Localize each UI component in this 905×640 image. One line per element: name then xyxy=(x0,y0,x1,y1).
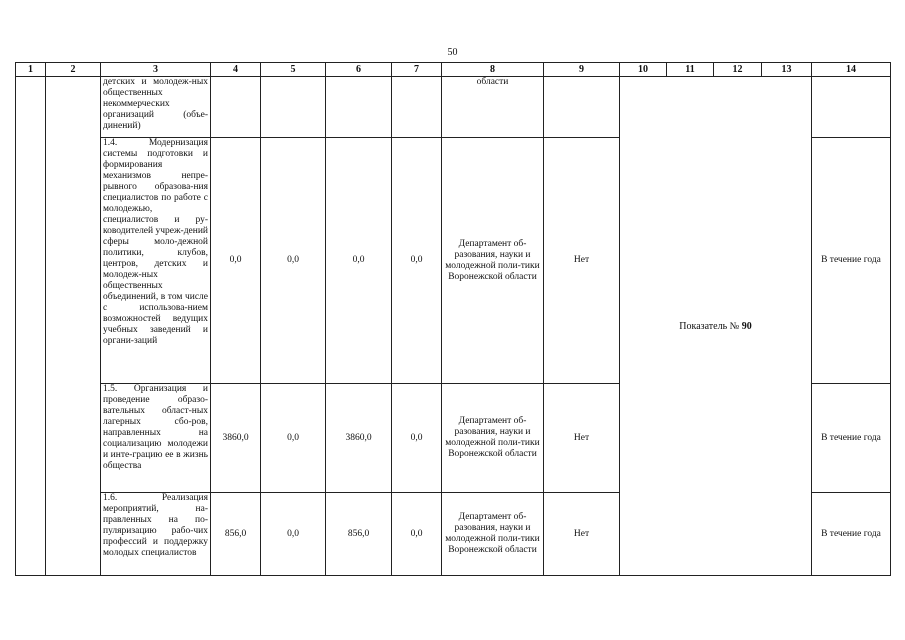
column-header-5: 5 xyxy=(261,63,326,77)
cell-col7: 0,0 xyxy=(392,384,442,493)
row-period xyxy=(812,77,891,138)
cell-col4 xyxy=(211,77,261,138)
row-description: 1.4. Модернизация системы подготовки и формирования механизмов непре-рывного образова-ния специалистов по работе с молодежью, специалистов и ру-ководителей учреж-дений сферы моло-дежной политики, клубов, центров, детских и молодеж-ных общественных объединений, в том числе с использова-нием возможностей ведущих учебных заведений и органи-заций xyxy=(101,138,211,384)
cell-col7 xyxy=(392,77,442,138)
column-header-8: 8 xyxy=(442,63,544,77)
row-department: Департамент об-разования, науки и молодежной поли-тики Воронежской области xyxy=(442,138,544,384)
cell-col9: Нет xyxy=(544,493,620,576)
column-header-3: 3 xyxy=(101,63,211,77)
row-description: 1.5. Организация и проведение образо-вательных област-ных лагерных сбо-ров, направленных на социализацию молодежи и инте-грацию ее в жизнь общества xyxy=(101,384,211,493)
row-description: детских и молодеж-ных общественных некоммерческих организаций (объе-динений) xyxy=(101,77,211,138)
column-header-1: 1 xyxy=(16,63,46,77)
cell-col5: 0,0 xyxy=(261,384,326,493)
row-department: области xyxy=(442,77,544,138)
page-number: 50 xyxy=(447,47,458,58)
column-header-11: 11 xyxy=(667,63,714,77)
indicator-cell xyxy=(620,77,812,576)
cell-col7: 0,0 xyxy=(392,493,442,576)
cell-col9: Нет xyxy=(544,138,620,384)
column-number-row xyxy=(16,63,891,77)
row-period: В течение года xyxy=(812,493,891,576)
row-department: Департамент об-разования, науки и молодежной поли-тики Воронежской области xyxy=(442,493,544,576)
column-header-9: 9 xyxy=(544,63,620,77)
column-header-14: 14 xyxy=(812,63,891,77)
row-period: В течение года xyxy=(812,138,891,384)
cell-col4: 0,0 xyxy=(211,138,261,384)
cell-col6 xyxy=(326,77,392,138)
indicator-number: 90 xyxy=(741,320,752,332)
cell-col5: 0,0 xyxy=(261,138,326,384)
cell-col7: 0,0 xyxy=(392,138,442,384)
cell-col9: Нет xyxy=(544,384,620,493)
cell-col5 xyxy=(261,77,326,138)
row-description: 1.6. Реализация мероприятий, на-правленных на по-пуляризацию рабо-чих профессий и поддержку молодых специалистов xyxy=(101,493,211,576)
program-table xyxy=(15,62,891,576)
cell-col6: 856,0 xyxy=(326,493,392,576)
indicator-prefix: Показатель № xyxy=(679,320,742,332)
row-period: В течение года xyxy=(812,384,891,493)
cell-col6: 0,0 xyxy=(326,138,392,384)
cell-col5: 0,0 xyxy=(261,493,326,576)
cell-col9 xyxy=(544,77,620,138)
column-header-2: 2 xyxy=(46,63,101,77)
cell-col2 xyxy=(46,77,101,576)
cell-col1 xyxy=(16,77,46,576)
table-row xyxy=(16,77,891,138)
column-header-4: 4 xyxy=(211,63,261,77)
cell-col6: 3860,0 xyxy=(326,384,392,493)
column-header-6: 6 xyxy=(326,63,392,77)
cell-col4: 856,0 xyxy=(211,493,261,576)
column-header-10: 10 xyxy=(620,63,667,77)
column-header-12: 12 xyxy=(714,63,762,77)
column-header-13: 13 xyxy=(762,63,812,77)
row-department: Департамент об-разования, науки и молодежной поли-тики Воронежской области xyxy=(442,384,544,493)
column-header-7: 7 xyxy=(392,63,442,77)
cell-col4: 3860,0 xyxy=(211,384,261,493)
